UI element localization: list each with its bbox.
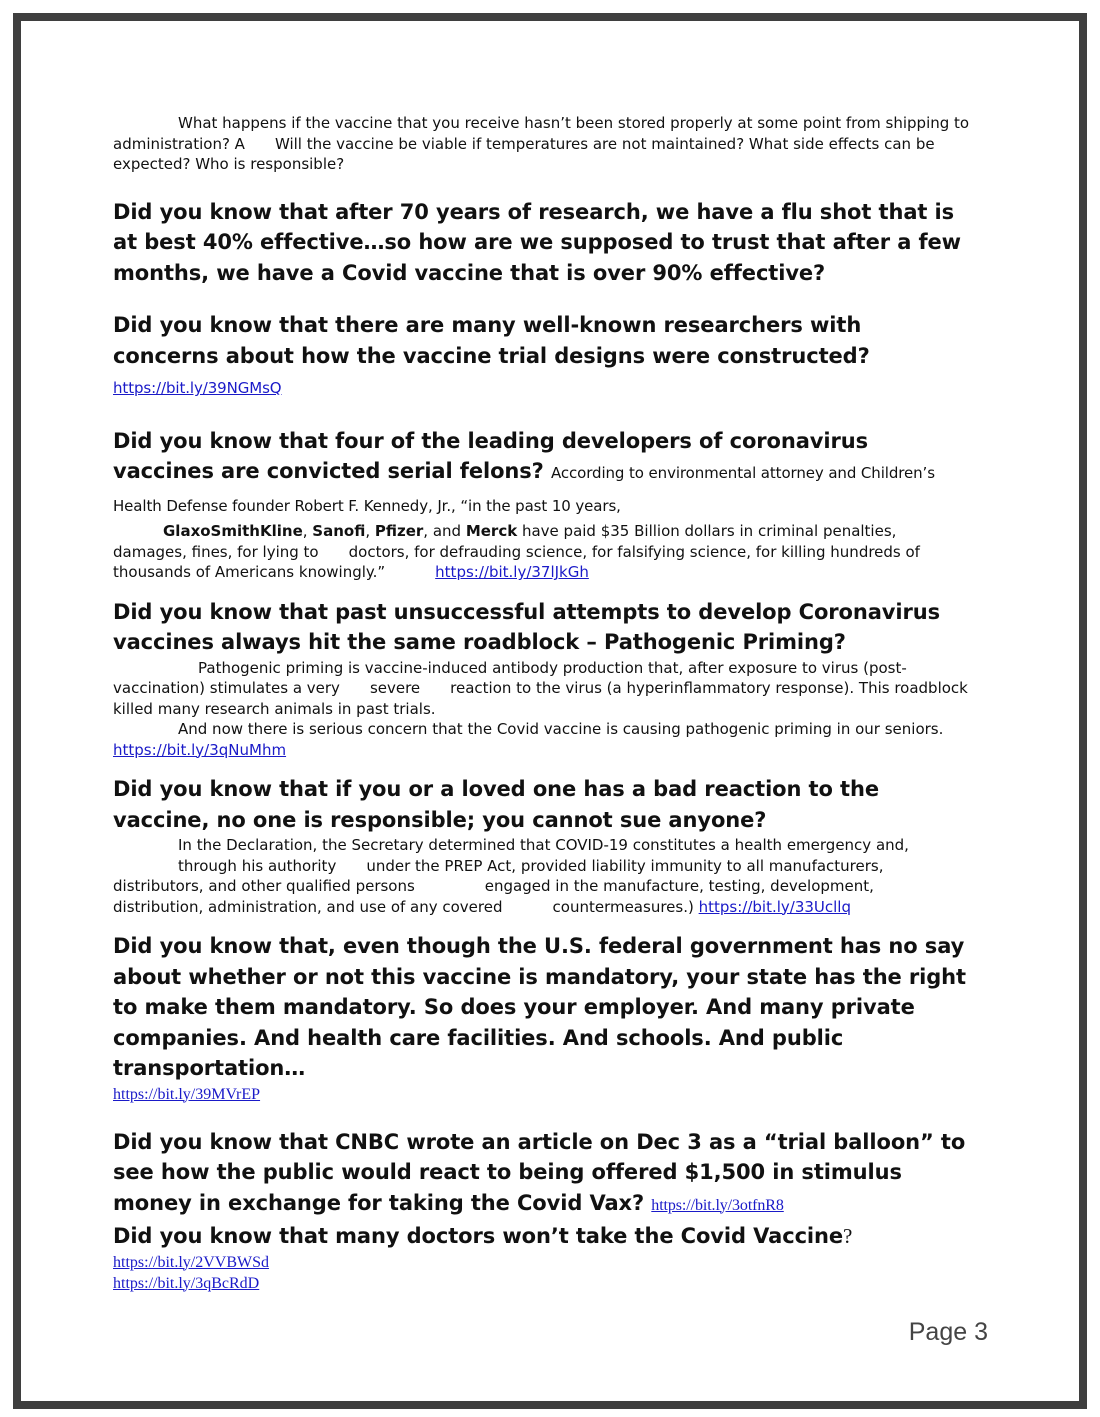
link-doctors-2[interactable]: https://bit.ly/3qBcRdD [113, 1274, 260, 1292]
mandatory-link-line [113, 1084, 973, 1105]
intro-line-2: Will the vaccine be viable if temperatures are not maintained? What side effects can be expected? Who is responsible? [113, 134, 935, 173]
felons-intro: According to environmental attorney and Children’s Health Defense founder Robert F. Kennedy, Jr., “in the past 10 years, [113, 464, 935, 515]
link-mandatory[interactable]: https://bit.ly/39MVrEP [113, 1085, 261, 1103]
question-felons [113, 426, 973, 522]
page-number: Page 3 [908, 1318, 988, 1346]
declaration-line-4: distribution, administration, and use of any covered countermeasures.) https://bit.ly/33Ucllq [113, 897, 851, 916]
document-body [113, 113, 973, 1294]
priming-paragraph-1: Pathogenic priming is vaccine-induced antibody production that, after exposure to virus (post-vaccination) stimulates a very severe reaction to the virus (a hyperinflammatory response). This roadblock killed many research animals in past trials. [113, 658, 968, 718]
felons-body: GlaxoSmithKline, Sanofi, Pfizer, and Merck have paid $35 Billion dollars in criminal penalties, damages, fines, for lying to doctors, for defrauding science, for falsifying science, for killing hundreds of thousands of Americans knowingly.” https://bit.ly/37lJkGh [113, 522, 920, 581]
question-mandatory: Did you know that, even though the U.S. federal government has no say about whether or not this vaccine is mandatory, your state has the right to make them mandatory. So does your employer. And many private companies. And health care facilities. And schools. And public transportation… [113, 934, 966, 1080]
doctors-link-2-line [113, 1273, 973, 1294]
link-priming[interactable]: https://bit.ly/3qNuMhm [113, 740, 287, 759]
question-trial-designs [113, 310, 973, 404]
link-trial-designs[interactable]: https://bit.ly/39NGMsQ [113, 379, 282, 397]
question-flu-shot: Did you know that after 70 years of research, we have a flu shot that is at best 40% effective…so how are we supposed to trust that after a few months, we have a Covid vaccine that is over 90% effective? [113, 199, 961, 285]
question-doctors-text: Did you know that many doctors won’t take the Covid Vaccine [113, 1224, 844, 1248]
felons-body-c: doctors, for defrauding science, for falsifying science, for killing hundreds of thousands of Americans knowingly.” [113, 542, 920, 581]
company-glaxosmithkline: GlaxoSmithKline [163, 522, 303, 540]
intro-paragraph [113, 113, 973, 175]
link-cnbc[interactable]: https://bit.ly/3otfnR8 [651, 1196, 784, 1214]
company-pfizer: Pfizer [374, 522, 424, 540]
company-sanofi: Sanofi [312, 522, 366, 540]
question-felons-text: Did you know that four of the leading developers of coronavirus vaccines are convicted serial felons? [113, 428, 868, 483]
declaration-line-3: distributors, and other qualified persons engaged in the manufacture, testing, development, [113, 877, 874, 895]
question-pathogenic-priming: Did you know that past unsuccessful attempts to develop Coronavirus vaccines always hit the same roadblock – Pathogenic Priming? [113, 599, 940, 654]
question-not-responsible: Did you know that if you or a loved one has a bad reaction to the vaccine, no one is responsible; you cannot sue anyone? [113, 777, 879, 832]
link-doctors-1[interactable]: https://bit.ly/2VVBWSd [113, 1253, 270, 1271]
felons-body-b: have paid $35 Billion dollars in criminal penalties, damages, fines, for lying to [113, 522, 897, 561]
link-prep-act[interactable]: https://bit.ly/33Ucllq [698, 897, 851, 916]
doctors-link-1-line [113, 1252, 973, 1273]
question-cnbc [113, 1127, 973, 1222]
declaration-line-2: through his authority under the PREP Act, provided liability immunity to all manufacturers, [178, 856, 884, 875]
link-felons[interactable]: https://bit.ly/37lJkGh [435, 563, 589, 581]
question-doctors: Did you know that many doctors won’t take the Covid Vaccine? [113, 1224, 853, 1248]
priming-paragraph-2: And now there is serious concern that the Covid vaccine is causing pathogenic priming in our seniors. https://bit.ly/3qNuMhm [113, 720, 944, 759]
intro-line-1: What happens if the vaccine that you receive hasn’t been stored properly at some point from shipping to administration? A [113, 114, 970, 153]
declaration-line-1: In the Declaration, the Secretary determined that COVID-19 constitutes a health emergency and, [178, 836, 909, 854]
question-cnbc-text: Did you know that CNBC wrote an article on Dec 3 as a “trial balloon” to see how the public would react to being offered $1,500 in stimulus money in exchange for taking the Covid Vax? [113, 1129, 966, 1215]
company-merck: Merck [465, 522, 518, 540]
question-trial-designs-text: Did you know that there are many well-known researchers with concerns about how the vaccine trial designs were constructed? [113, 313, 870, 368]
